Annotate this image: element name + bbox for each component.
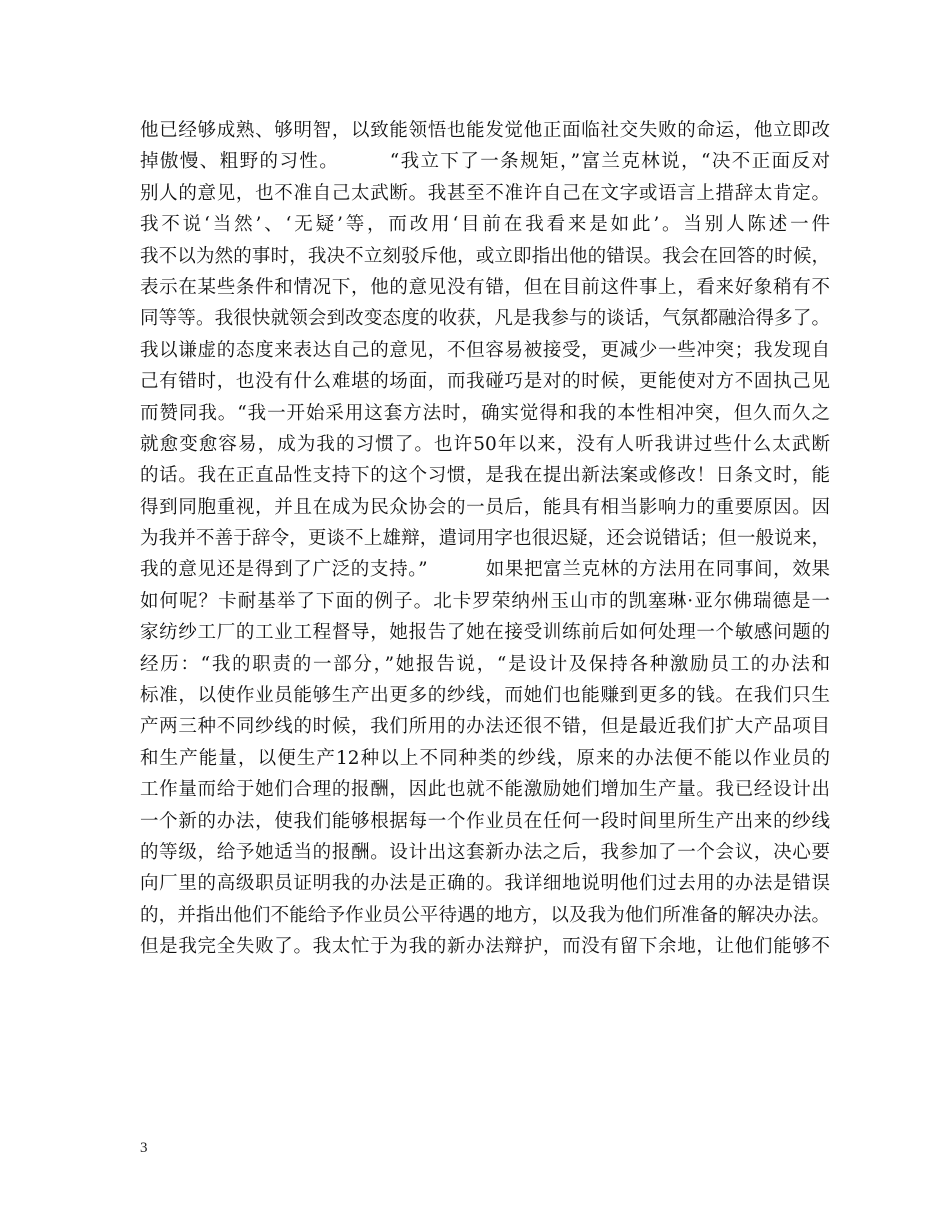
text-line: 家纺纱工厂的工业工程督导，她报告了她在接受训练前后如何处理一个敏感问题的 (140, 622, 830, 644)
text-line: 己有错时，也没有什么难堪的场面，而我碰巧是对的时候，更能使对方不固执己见 (140, 371, 830, 393)
text-line: 标准，以使作业员能够生产出更多的纱线，而她们也能赚到更多的钱。在我们只生 (140, 685, 830, 707)
text-line: 同等等。我很快就领会到改变态度的收获，凡是我参与的谈话，气氛都融洽得多了。 (140, 308, 830, 330)
text-line: 别人的意见，也不准自己太武断。我甚至不准许自己在文字或语言上措辞太肯定。 (140, 182, 830, 204)
text-line: 得到同胞重视，并且在成为民众协会的一员后，能具有相当影响力的重要原因。因 (140, 496, 830, 518)
text-line: 的等级，给予她适当的报酬。设计出这套新办法之后，我参加了一个会议，决心要 (140, 841, 830, 863)
text-line: 他已经够成熟、够明智，以致能领悟也能发觉他正面临社交失败的命运，他立即改 (140, 120, 830, 141)
text-line: 向厂里的高级职员证明我的办法是正确的。我详细地说明他们过去用的办法是错误 (140, 873, 830, 895)
page-number: 3 (140, 1140, 148, 1156)
text-line: 我不以为然的事时，我决不立刻驳斥他，或立即指出他的错误。我会在回答的时候， (140, 245, 830, 267)
text-line: 的，并指出他们不能给予作业员公平待遇的地方，以及我为他们所准备的解决办法。 (140, 904, 830, 926)
text-line: 工作量而给于她们合理的报酬，因此也就不能激励她们增加生产量。我已经设计出 (140, 779, 830, 801)
text-line: 掉傲慢、粗野的习性。 “我立下了一条规矩，”富兰克林说，“决不正面反对 (140, 151, 830, 173)
text-line: 经历：“我的职责的一部分，”她报告说，“是设计及保持各种激励员工的办法和 (140, 653, 830, 675)
text-line: 一个新的办法，使我们能够根据每一个作业员在任何一段时间里所生产出来的纱线 (140, 810, 830, 832)
text-line: 我的意见还是得到了广泛的支持。” 如果把富兰克林的方法用在同事间，效果 (140, 559, 830, 581)
text-line: 就愈变愈容易，成为我的习惯了。也许50年以来，没有人听我讲过些什么太武断 (140, 433, 830, 455)
body-text (140, 115, 830, 963)
text-line: 的话。我在正直品性支持下的这个习惯，是我在提出新法案或修改！日条文时，能 (140, 465, 830, 487)
text-line: 和生产能量，以便生产12种以上不同种类的纱线，原来的办法便不能以作业员的 (140, 747, 830, 769)
text-line: 但是我完全失败了。我太忙于为我的新办法辩护，而没有留下余地，让他们能够不 (140, 936, 830, 958)
text-line: 为我并不善于辞令，更谈不上雄辩，遣词用字也很迟疑，还会说错话；但一般说来， (140, 528, 830, 550)
text-line: 表示在某些条件和情况下，他的意见没有错，但在目前这件事上，看来好象稍有不 (140, 276, 830, 298)
text-line: 我不说‘当然’、‘无疑’等，而改用‘目前在我看来是如此’。当别人陈述一件 (140, 214, 830, 236)
text-line: 我以谦虚的态度来表达自己的意见，不但容易被接受，更减少一些冲突；我发现自 (140, 339, 830, 361)
text-line: 产两三种不同纱线的时候，我们所用的办法还很不错，但是最近我们扩大产品项目 (140, 716, 830, 738)
text-line: 如何呢？卡耐基举了下面的例子。北卡罗荣纳州玉山市的凯塞琳·亚尔佛瑞德是一 (140, 590, 830, 612)
text-line: 而赞同我。“我一开始采用这套方法时，确实觉得和我的本性相冲突，但久而久之 (140, 402, 830, 424)
